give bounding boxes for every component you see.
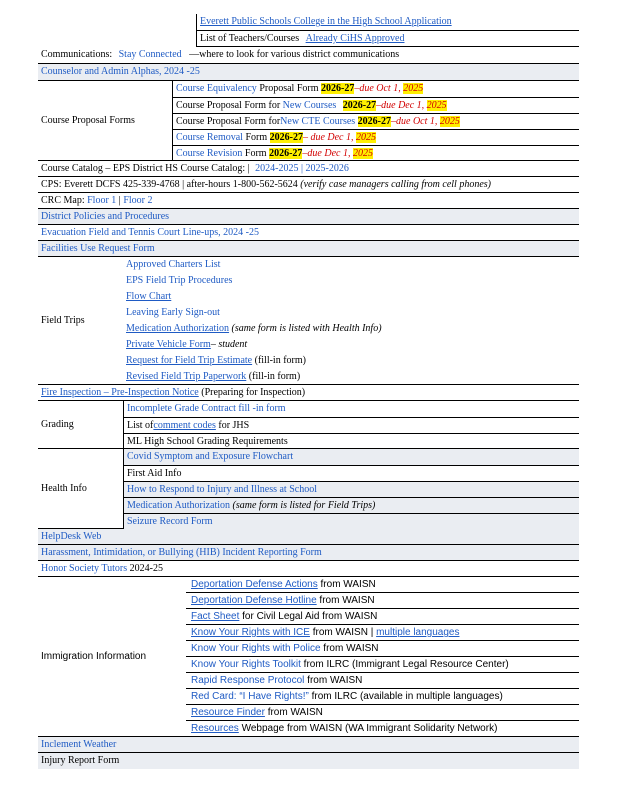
immigration-item: [186, 721, 579, 737]
kyr-toolkit-link[interactable]: Know Your Rights Toolkit: [191, 659, 301, 670]
catalog-cell: [38, 161, 579, 177]
district-policies-row: [38, 209, 579, 225]
grading-item: [124, 417, 579, 433]
resource-finder-link[interactable]: Resource Finder: [191, 707, 265, 718]
immigration-item: [186, 705, 579, 721]
proposal-year: 2026-27: [320, 83, 355, 94]
communications-suffix: —where to look for various district communications: [189, 49, 400, 60]
field-trips-label: Field Trips: [41, 315, 85, 326]
proposal-due: –due Oct 1,: [391, 116, 440, 127]
cps-text: CPS: Everett DCFS 425-339-4768 | after-hours 1-800-562-5624: [41, 179, 301, 190]
proposal-due-year: 2025: [403, 83, 424, 94]
proposal-due: –due Dec 1,: [302, 148, 353, 159]
course-removal-link[interactable]: Course Removal: [176, 132, 243, 143]
catalog-label: Course Catalog – EPS District HS Course Catalog: |: [41, 163, 250, 174]
counselor-link[interactable]: Counselor and Admin Alphas, 2024 -25: [41, 66, 200, 77]
honor-row: [38, 561, 579, 577]
facilities-link[interactable]: Facilities Use Request Form: [41, 243, 155, 254]
health-list: [123, 449, 579, 529]
resources-webpage-link[interactable]: Resources: [191, 723, 239, 734]
hib-cell: [38, 545, 579, 561]
deportation-actions-link[interactable]: Deportation Defense Actions: [191, 579, 318, 590]
proposal-row-revision: [173, 145, 579, 161]
field-trip-item: [126, 337, 247, 353]
field-trips-list: [123, 257, 579, 385]
field-trip-item: [126, 273, 232, 289]
proposal-due: – due Dec 1,: [302, 132, 356, 143]
immigration-item: [186, 673, 579, 689]
grading-label: Grading: [41, 419, 74, 430]
covid-flowchart-link[interactable]: Covid Symptom and Exposure Flowchart: [127, 451, 294, 462]
course-proposal-section: [38, 81, 579, 161]
college-app-link[interactable]: Everett Public Schools College in the High School Application: [200, 16, 452, 27]
hib-row: [38, 545, 579, 561]
immigration-item: [186, 641, 579, 657]
immigration-source: from ILRC (available in multiple languages): [308, 691, 503, 702]
proposal-text: [336, 100, 339, 111]
multiple-languages-link[interactable]: multiple languages: [376, 627, 460, 638]
proposal-year: 2026-27: [342, 100, 377, 111]
immigration-item: [186, 577, 579, 593]
inclement-cell: [38, 737, 579, 753]
proposal-due: –due Dec 1,: [376, 100, 427, 111]
ml-grading-text: ML High School Grading Requirements: [127, 436, 288, 447]
private-vehicle-note: – student: [210, 339, 248, 350]
proposal-row-new-courses: [173, 97, 579, 113]
evacuation-row: [38, 225, 579, 241]
private-vehicle-form-link[interactable]: Private Vehicle Form: [126, 339, 211, 350]
top-block: [38, 14, 579, 46]
crc-separator: |: [118, 195, 121, 206]
incomplete-contract-link[interactable]: Incomplete Grade Contract fill -in form: [127, 403, 286, 414]
field-trips-section: [38, 257, 579, 385]
proposal-text: Form: [242, 132, 270, 143]
catalog-2025-link[interactable]: 2025-2026: [305, 163, 349, 174]
immigration-source: Webpage from WAISN (WA Immigrant Solidarity Network): [238, 723, 498, 734]
floor2-link[interactable]: Floor 2: [123, 195, 153, 206]
teachers-cell: [196, 30, 579, 47]
red-card-link[interactable]: Red Card: “I Have Rights!”: [191, 691, 309, 702]
field-trip-item: [126, 369, 300, 385]
immigration-source: from WAISN: [320, 643, 379, 654]
proposal-row-removal: [173, 129, 579, 145]
honor-cell: [38, 561, 579, 577]
hib-link[interactable]: Harassment, Intimidation, or Bullying (HIB) Incident Reporting Form: [41, 547, 322, 558]
teachers-prefix: List of Teachers/Courses: [200, 33, 300, 44]
new-cte-courses-link[interactable]: New CTE Courses: [280, 116, 356, 127]
crc-row: [38, 193, 579, 209]
fire-cell: [38, 385, 579, 401]
field-trip-item: [126, 289, 171, 305]
district-policies-link[interactable]: District Policies and Procedures: [41, 211, 170, 222]
field-trip-item: [126, 353, 306, 369]
grading-section: [38, 401, 579, 449]
eps-field-trip-procedures-link[interactable]: EPS Field Trip Procedures: [126, 275, 233, 286]
medication-note: (same form is listed with Health Info): [229, 323, 382, 334]
approved-charters-link[interactable]: Approved Charters List: [126, 259, 221, 270]
course-equivalency-link[interactable]: Course Equivalency: [176, 83, 257, 94]
field-trip-item: [126, 305, 220, 321]
rapid-response-link[interactable]: Rapid Response Protocol: [191, 675, 305, 686]
injury-cell: [38, 753, 579, 769]
floor1-link[interactable]: Floor 1: [87, 195, 117, 206]
evacuation-cell: [38, 225, 579, 241]
health-medication-link[interactable]: Medication Authorization: [127, 500, 231, 511]
grading-item: [124, 433, 579, 449]
proposal-pre: Course Proposal Form for: [176, 116, 281, 127]
immigration-item: [186, 593, 579, 609]
immigration-source: from WAISN: [317, 579, 376, 590]
immigration-item: [186, 625, 579, 641]
district-policies-cell: [38, 209, 579, 225]
facilities-cell: [38, 241, 579, 257]
proposal-text: Form: [242, 148, 270, 159]
proposal-row-new-cte: [173, 113, 579, 129]
proposal-row-equivalency: [176, 81, 423, 97]
grading-list: [123, 401, 579, 449]
immigration-item: [186, 609, 579, 625]
already-cihs-link[interactable]: Already CiHS Approved: [305, 33, 405, 44]
course-revision-link[interactable]: Course Revision: [176, 148, 243, 159]
helpdesk-row: [38, 529, 579, 545]
inclement-weather-link[interactable]: Inclement Weather: [41, 739, 117, 750]
health-item: [124, 481, 579, 497]
health-item: [124, 513, 579, 529]
health-item: [124, 465, 579, 481]
health-medication-note: (same form is listed for Field Trips): [230, 500, 376, 511]
deportation-hotline-link[interactable]: Deportation Defense Hotline: [191, 595, 317, 606]
fire-note: (Preparing for Inspection): [198, 387, 306, 398]
medication-authorization-link[interactable]: Medication Authorization: [126, 323, 230, 334]
flow-chart-link[interactable]: Flow Chart: [126, 291, 172, 302]
injury-report-text: Injury Report Form: [41, 755, 120, 766]
facilities-row: [38, 241, 579, 257]
inclement-row: [38, 737, 579, 753]
leaving-early-link[interactable]: Leaving Early Sign-out: [126, 307, 220, 318]
first-aid-text: First Aid Info: [127, 468, 182, 479]
crc-cell: [38, 193, 579, 209]
catalog-row: [38, 161, 579, 177]
evacuation-link[interactable]: Evacuation Field and Tennis Court Line-ups, 2024 -25: [41, 227, 259, 238]
proposal-due-year: 2025: [356, 132, 376, 143]
communications-label: Communications:: [41, 49, 113, 60]
estimate-note: (fill-in form): [252, 355, 306, 366]
respond-injury-link[interactable]: How to Respond to Injury and Illness at School: [127, 484, 317, 495]
paperwork-note: (fill-in form): [246, 371, 301, 382]
communications-row: [38, 47, 579, 64]
helpdesk-link[interactable]: HelpDesk Web: [41, 531, 102, 542]
immigration-item: [186, 657, 579, 673]
fire-row: [38, 385, 579, 401]
immigration-source: for Civil Legal Aid from WAISN: [239, 611, 378, 622]
cps-note: (verify case managers calling from cell phones): [300, 179, 491, 190]
health-item: [124, 497, 579, 513]
immigration-source: from WAISN |: [309, 627, 377, 638]
proposal-year: 2026-27: [269, 148, 303, 159]
course-proposal-label: Course Proposal Forms: [38, 81, 173, 161]
health-label: Health Info: [41, 483, 87, 494]
helpdesk-cell: [38, 529, 579, 545]
immigration-label: Immigration Information: [41, 651, 147, 662]
grading-item: [127, 401, 286, 417]
revised-paperwork-link[interactable]: Revised Field Trip Paperwork: [126, 371, 247, 382]
catalog-separator: |: [301, 163, 304, 174]
health-section: [38, 449, 579, 529]
immigration-item: [186, 689, 579, 705]
immigration-source: from ILRC (Immigrant Legal Resource Center): [300, 659, 509, 670]
counselor-row: [38, 64, 579, 81]
codes-suffix: for JHS: [215, 420, 250, 431]
field-trip-item: [126, 321, 382, 337]
kyr-ice-link[interactable]: Know Your Rights with ICE: [191, 627, 310, 638]
proposal-text: Proposal Form: [256, 83, 321, 94]
honor-year: 2024-25: [127, 563, 163, 574]
injury-row: [38, 753, 579, 769]
kyr-police-link[interactable]: Know Your Rights with Police: [191, 643, 321, 654]
comment-codes-link[interactable]: comment codes: [153, 420, 216, 431]
stay-connected-link[interactable]: Stay Connected: [118, 49, 182, 60]
proposal-due-year: 2025: [426, 100, 447, 111]
proposal-year: 2026-27: [357, 116, 392, 127]
immigration-list: [186, 577, 579, 737]
proposal-pre: Course Proposal Form for: [176, 100, 283, 111]
catalog-2024-link[interactable]: 2024-2025: [255, 163, 299, 174]
immigration-source: from WAISN: [316, 595, 375, 606]
codes-prefix: List of: [127, 420, 154, 431]
college-app-cell: [196, 14, 579, 30]
counselor-cell: [38, 64, 579, 80]
proposal-year: 2026-27: [269, 132, 303, 143]
cps-row: [38, 177, 579, 193]
communications-cell: [38, 47, 579, 63]
seizure-record-link[interactable]: Seizure Record Form: [127, 516, 213, 527]
field-trip-item: [126, 257, 220, 273]
proposal-due-year: 2025: [439, 116, 460, 127]
course-proposal-list: [173, 81, 579, 161]
health-item: [124, 449, 579, 465]
proposal-due-year: 2025: [352, 148, 373, 159]
crc-label: CRC Map:: [41, 195, 88, 206]
immigration-section: [38, 577, 579, 737]
immigration-source: from WAISN: [304, 675, 363, 686]
honor-society-link[interactable]: Honor Society Tutors: [41, 563, 128, 574]
fact-sheet-link[interactable]: Fact Sheet: [191, 611, 240, 622]
cps-cell: [38, 177, 579, 193]
proposal-due: –due Oct 1,: [354, 83, 404, 94]
immigration-source: from WAISN: [264, 707, 323, 718]
field-trip-estimate-link[interactable]: Request for Field Trip Estimate: [126, 355, 253, 366]
fire-inspection-link[interactable]: Fire Inspection – Pre-Inspection Notice: [41, 387, 199, 398]
new-courses-link[interactable]: New Courses: [282, 100, 337, 111]
